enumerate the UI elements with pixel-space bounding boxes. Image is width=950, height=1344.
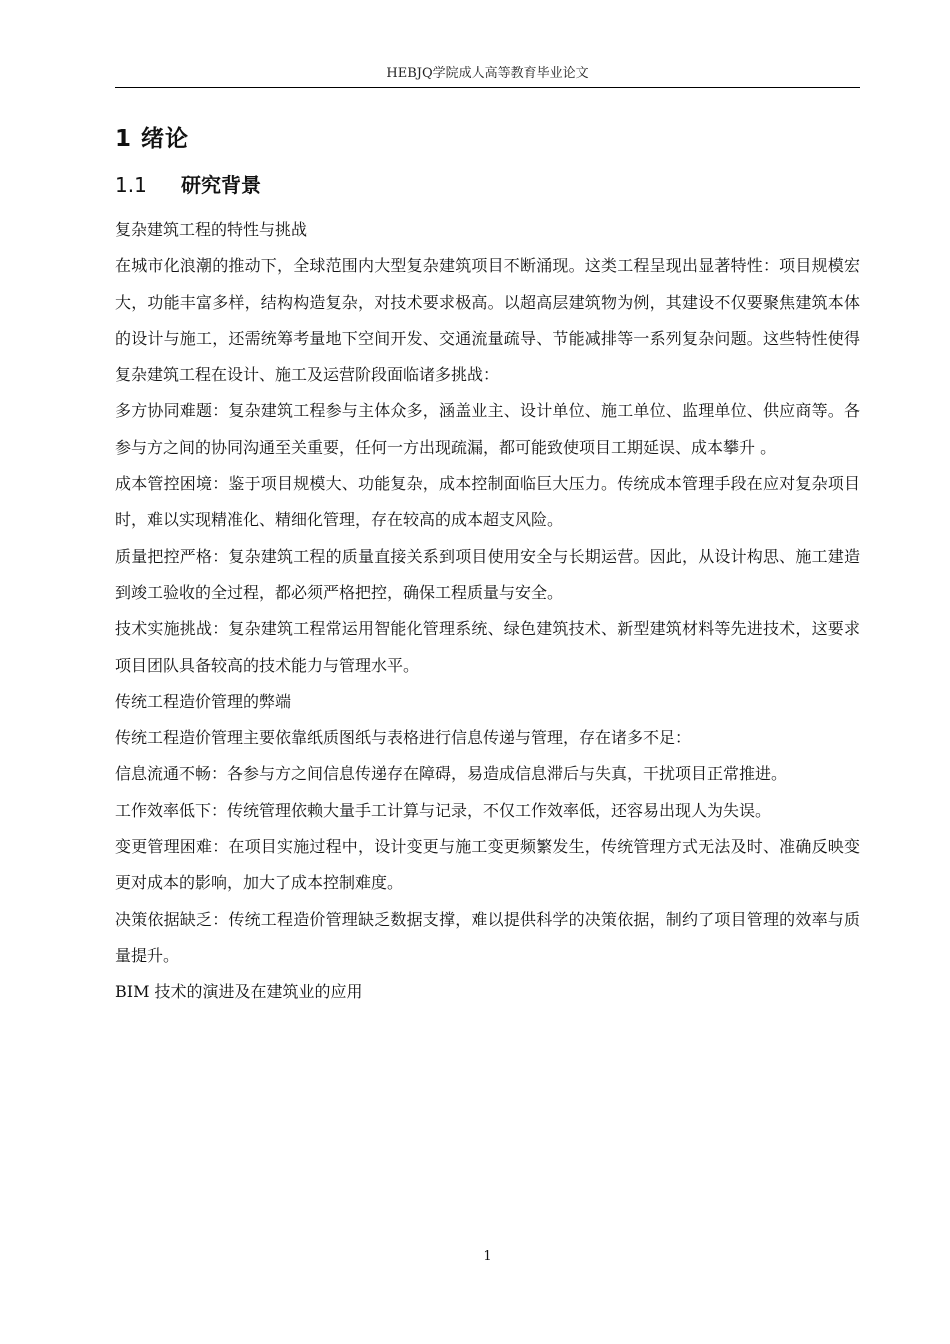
subheading-complex-projects: 复杂建筑工程的特性与挑战: [115, 220, 308, 239]
paragraph-decision-basis: 决策依据缺乏：传统工程造价管理缺乏数据支撑，难以提供科学的决策依据，制约了项目管理的效率与质量提升。: [115, 909, 860, 965]
subheading-traditional-drawbacks: 传统工程造价管理的弊端: [115, 691, 292, 711]
paragraph-collaboration: 多方协同难题：复杂建筑工程参与主体众多，涵盖业主、设计单位、施工单位、监理单位、供应商等。各参与方之间的协同沟通至关重要，任何一方出现疏漏，都可能致使项目工期延误、成本攀升 。: [115, 401, 860, 457]
page-number: 1: [483, 1249, 492, 1264]
body-text: [115, 116, 860, 1011]
paragraph-technology: 技术实施挑战：复杂建筑工程常运用智能化管理系统、绿色建筑技术、新型建筑材料等先进技术，这要求项目团队具备较高的技术能力与管理水平。: [115, 619, 860, 675]
chapter-title: 1 绪论: [115, 126, 190, 152]
paragraph-cost-control: 成本管控困境：鉴于项目规模大、功能复杂，成本控制面临巨大压力。传统成本管理手段在应对复杂项目时，难以实现精准化、精细化管理，存在较高的成本超支风险。: [115, 474, 860, 530]
section-heading: [115, 162, 860, 208]
running-header: HEBJQ学院成人高等教育毕业论文: [386, 66, 589, 81]
paragraph-traditional-intro: 传统工程造价管理主要依靠纸质图纸与表格进行信息传递与管理，存在诸多不足：: [115, 728, 692, 748]
section-title: 研究背景: [181, 173, 261, 197]
subheading-bim-evolution: BIM 技术的演进及在建筑业的应用: [115, 982, 363, 1002]
paragraph-quality: 质量把控严格：复杂建筑工程的质量直接关系到项目使用安全与长期运营。因此，从设计构思、施工建造到竣工验收的全过程，都必须严格把控，确保工程质量与安全。: [115, 546, 860, 602]
paragraph-characteristics: 在城市化浪潮的推动下，全球范围内大型复杂建筑项目不断涌现。这类工程呈现出显著特性：项目规模宏大，功能丰富多样，结构构造复杂，对技术要求极高。以超高层建筑物为例，其建设不仅要聚焦建筑本体的设计与施工，还需统筹考量地下空间开发、交通流量疏导、节能减排等一系列复杂问题。这些特性使得复杂建筑工程在设计、施工及运营阶段面临诸多挑战：: [115, 256, 860, 385]
section-number: 1.1: [115, 173, 147, 197]
header-rule: [115, 87, 860, 88]
paragraph-change-management: 变更管理困难：在项目实施过程中，设计变更与施工变更频繁发生，传统管理方式无法及时、准确反映变更对成本的影响，加大了成本控制难度。: [115, 837, 860, 893]
paragraph-information-flow: 信息流通不畅：各参与方之间信息传递存在障碍，易造成信息滞后与失真，干扰项目正常推进。: [115, 764, 788, 784]
paragraph-efficiency: 工作效率低下：传统管理依赖大量手工计算与记录，不仅工作效率低，还容易出现人为失误。: [115, 800, 772, 820]
